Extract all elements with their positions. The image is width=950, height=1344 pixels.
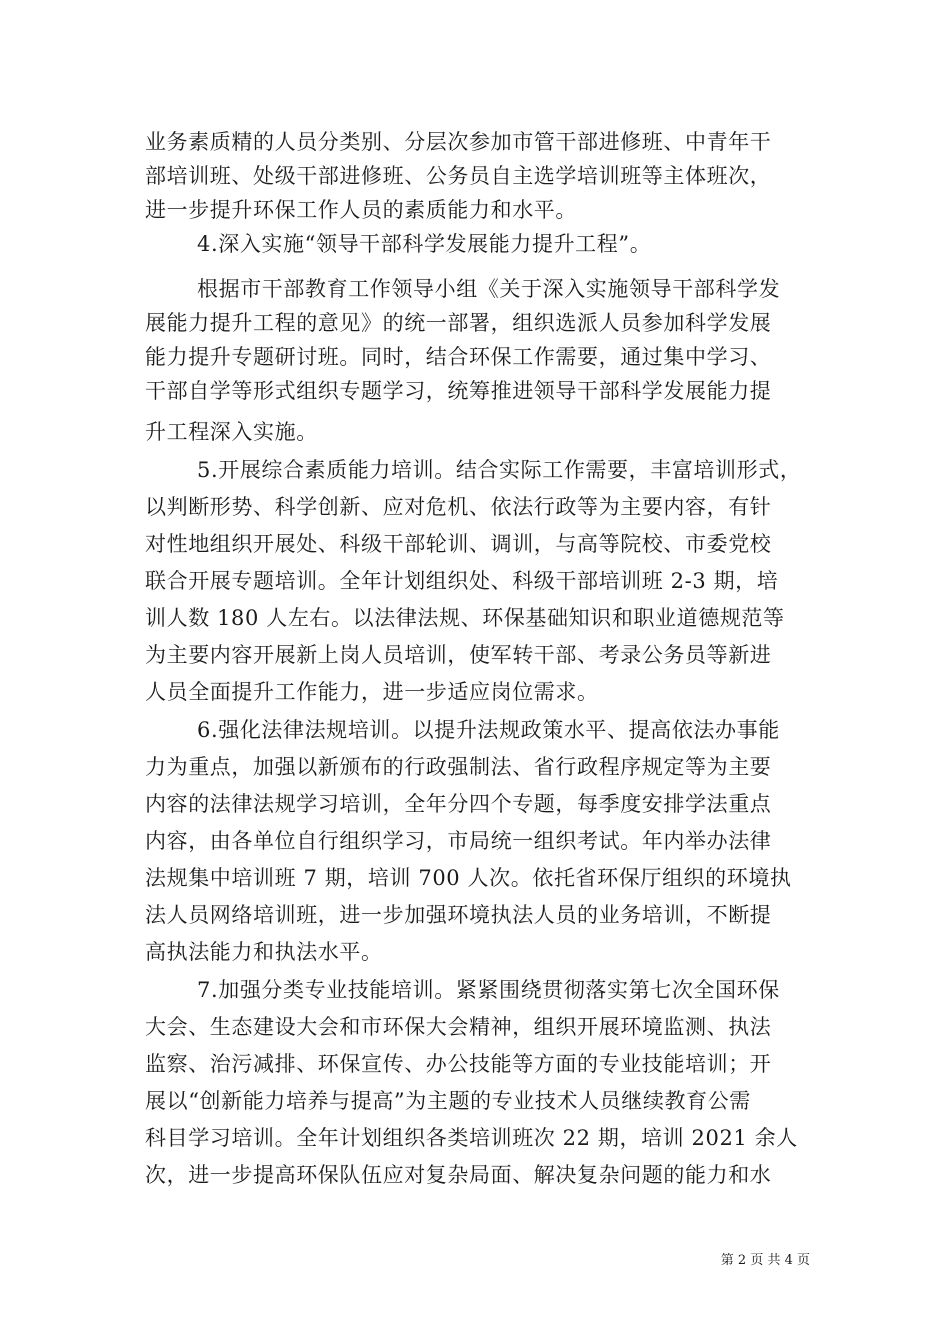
text-line: 法规集中培训班 7 期，培训 700 人次。依托省环保厅组织的环境执: [145, 866, 792, 890]
text-line: 6.强化法律法规培训。以提升法规政策水平、提高依法办事能: [197, 718, 780, 742]
text-line: 5.开展综合素质能力培训。结合实际工作需要，丰富培训形式，: [197, 458, 802, 482]
text-line: 展以“创新能力培养与提高”为主题的专业技术人员继续教育公需: [145, 1089, 751, 1113]
text-line: 对性地组织开展处、科级干部轮训、调训，与高等院校、市委党校: [145, 532, 772, 556]
text-line: 4.深入实施“领导干部科学发展能力提升工程”。: [197, 232, 652, 256]
text-line: 次，进一步提高环保队伍应对复杂局面、解决复杂问题的能力和水: [145, 1163, 772, 1187]
text-line: 法人员网络培训班，进一步加强环境执法人员的业务培训，不断提: [145, 903, 772, 927]
text-line: 业务素质精的人员分类别、分层次参加市管干部进修班、中青年干: [145, 130, 772, 154]
text-line: 以判断形势、科学创新、应对危机、依法行政等为主要内容，有针: [145, 495, 772, 519]
text-line: 大会、生态建设大会和市环保大会精神，组织开展环境监测、执法: [145, 1015, 772, 1039]
text-line: 干部自学等形式组织专题学习，统筹推进领导干部科学发展能力提: [145, 379, 772, 403]
text-line: 升工程深入实施。: [145, 420, 318, 444]
text-line: 联合开展专题培训。全年计划组织处、科级干部培训班 2-3 期，培: [145, 569, 779, 593]
text-line: 训人数 180 人左右。以法律法规、环保基础知识和职业道德规范等: [145, 606, 785, 630]
text-line: 部培训班、处级干部进修班、公务员自主选学培训班等主体班次，: [145, 164, 772, 188]
text-line: 科目学习培训。全年计划组织各类培训班次 22 期，培训 2021 余人: [145, 1126, 798, 1150]
page-number: 第 2 页 共 4 页: [720, 1253, 810, 1268]
text-line: 监察、治污减排、环保宣传、办公技能等方面的专业技能培训；开: [145, 1052, 772, 1076]
text-line: 展能力提升工程的意见》的统一部署，组织选派人员参加科学发展: [145, 311, 772, 335]
text-line: 内容，由各单位自行组织学习，市局统一组织考试。年内举办法律: [145, 829, 772, 853]
text-line: 内容的法律法规学习培训，全年分四个专题，每季度安排学法重点: [145, 792, 772, 816]
text-line: 能力提升专题研讨班。同时，结合环保工作需要，通过集中学习、: [145, 345, 772, 369]
text-line: 根据市干部教育工作领导小组《关于深入实施领导干部科学发: [197, 277, 781, 301]
text-line: 为主要内容开展新上岗人员培训，使军转干部、考录公务员等新进: [145, 643, 772, 667]
text-line: 人员全面提升工作能力，进一步适应岗位需求。: [145, 680, 599, 704]
text-line: 高执法能力和执法水平。: [145, 940, 383, 964]
text-line: 力为重点，加强以新颁布的行政强制法、省行政程序规定等为主要: [145, 755, 772, 779]
text-line: 进一步提升环保工作人员的素质能力和水平。: [145, 198, 577, 222]
text-line: 7.加强分类专业技能培训。紧紧围绕贯彻落实第七次全国环保: [197, 978, 780, 1002]
